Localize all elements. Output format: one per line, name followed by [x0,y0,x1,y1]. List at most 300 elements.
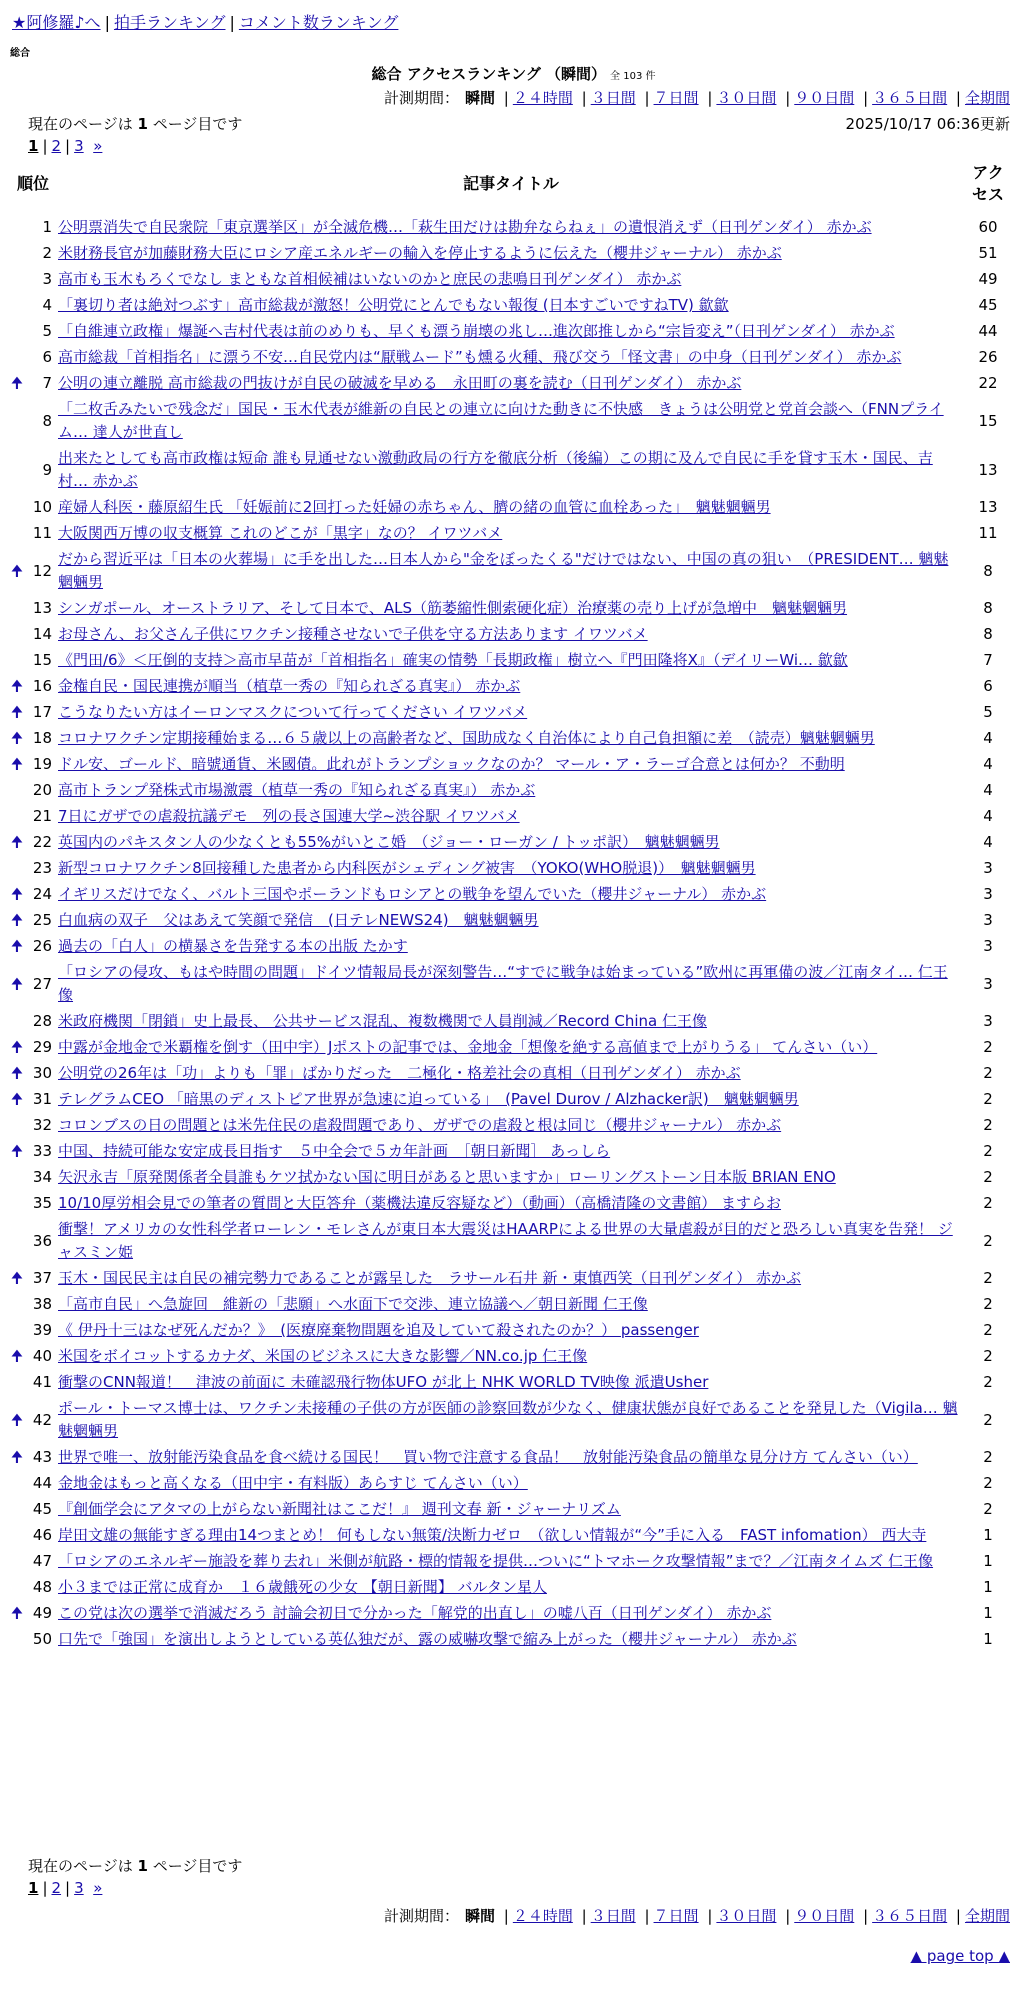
page-info-number: 1 [137,115,148,133]
category-tag: 総合 [10,48,30,59]
table-row [10,829,1010,855]
period-90d-link[interactable]: ９０日間 [794,89,855,107]
article-title-cell [56,777,966,803]
article-title-cell [56,1600,966,1626]
pager-current: 1 [28,137,39,155]
access-count: 2 [983,1448,993,1466]
pager-top: 1 | 2 | 3 » [28,137,103,155]
rank-up-arrow-icon [10,621,24,647]
period-90d-link[interactable]: ９０日間 [794,1907,855,1925]
period-selector-top: 計測期間： 瞬間 | ２４時間 | ３日間 | ７日間 | ３０日間 | ９０日間 | ３６５日間 | 全期間 [383,89,1010,107]
article-link[interactable]: 白血病の双子 父はあえて笑顔で発信 (日テレNEWS24) 魑魅魍魎男 [58,911,539,929]
rank-up-arrow-icon: 🠉 [10,561,24,580]
rank-up-arrow-icon [10,240,24,266]
header-title: 記事タイトル [463,174,559,193]
rank-number: 5 [42,322,52,340]
article-link[interactable]: 「二枚舌みたいで残念だ」国民・玉木代表が維新の自民との連立に向けた動きに不快感 きょうは公明党と党首会談へ（FNNプライム… 達人が世直し [58,400,944,441]
access-count: 8 [983,561,993,580]
access-count: 15 [978,411,998,430]
article-title-cell [56,1291,966,1317]
access-count: 44 [978,322,998,340]
table-row [10,445,1010,494]
access-count: 3 [983,885,993,903]
article-link[interactable]: 「裏切り者は絶対つぶす」高市総裁が激怒！公明党にとんでもない報復 (日本すごいですねTV) 歙歙 [58,296,729,314]
rank-up-arrow-icon: 🠉 [10,1064,24,1082]
article-title-cell [56,214,966,240]
rank-number: 6 [42,348,52,366]
rank-up-arrow-icon [10,1291,24,1317]
rank-up-arrow-icon [10,777,24,803]
article-link[interactable]: 世界で唯一、放射能汚染食品を食べ続ける国民！ 買い物で注意する食品！ 放射能汚染食品の簡単な見分け方 てんさい（い） [58,1448,918,1466]
page-top-link-wrap [911,1947,1010,1965]
ranking-table [10,160,1010,1652]
access-count: 2 [983,1064,993,1082]
rank-number: 13 [32,599,52,617]
article-title-cell [56,370,966,396]
table-row [10,318,1010,344]
article-link[interactable]: 米財務長官が加藤財務大臣にロシア産エネルギーの輸入を停止するように伝えた（櫻井ジャーナル） 赤かぶ [58,244,782,262]
table-row [10,1265,1010,1291]
table-row [10,673,1010,699]
table-row [10,959,1010,1008]
period-3d-link[interactable]: ３日間 [590,1907,636,1925]
rank-number: 16 [32,677,52,695]
period-selector-bottom: 計測期間： 瞬間 | ２４時間 | ３日間 | ７日間 | ３０日間 | ９０日間 | ３６５日間 | 全期間 [383,1907,1010,1925]
rank-up-arrow-icon [10,318,24,344]
rank-number: 1 [42,218,52,236]
page-title-text: 総合 アクセスランキング （瞬間） [371,65,607,83]
rank-number: 41 [32,1373,52,1391]
page-title [0,63,1027,84]
rank-number: 18 [32,729,52,747]
table-row [10,1008,1010,1034]
article-title-cell [56,751,966,777]
rank-up-arrow-icon [10,494,24,520]
article-title-cell [56,494,966,520]
article-link[interactable]: ドル安、ゴールド、暗號通貨、米國債。此れがトランプショックなのか？ マール・ア・ラーゴ合意とは何か？ 不動明 [58,755,845,773]
link-comment-ranking[interactable]: コメント数ランキング [238,13,399,32]
access-count: 2 [983,1373,993,1391]
rank-number: 4 [42,296,52,314]
rank-number: 47 [32,1552,52,1570]
article-link[interactable]: 衝撃のCNN報道！ 津波の前面に 未確認飛行物体UFO が北上 NHK WORLD TV映像 派遣Usher [58,1373,709,1391]
article-link[interactable]: 産婦人科医・藤原紹生氏 「妊娠前に2回打った妊婦の赤ちゃん、臍の緒の血管に血栓あった」 魑魅魍魎男 [58,498,771,516]
article-link[interactable]: 「ロシアのエネルギー施設を葬り去れ」米側が航路・標的情報を提供…ついに“トマホーク攻撃情報”まで？／江南タイムズ 仁王像 [58,1552,934,1570]
nav-separator: | [104,13,110,32]
rank-number: 20 [32,781,52,799]
access-count: 2 [983,1410,993,1429]
table-row [10,777,1010,803]
table-row [10,1369,1010,1395]
rank-up-arrow-icon [10,647,24,673]
article-title-cell [56,1574,966,1600]
access-count: 60 [978,218,998,236]
access-count: 2 [983,1500,993,1518]
article-title-cell [56,1395,966,1444]
article-title-cell [56,1086,966,1112]
table-row [10,751,1010,777]
access-count: 13 [978,498,998,516]
article-link[interactable]: 新型コロナワクチン8回接種した患者から内科医がシェディング被害 （YOKO(WHO脱退)） 魑魅魍魎男 [58,859,756,877]
article-title-cell [56,595,966,621]
table-row [10,1164,1010,1190]
access-count: 26 [978,348,998,366]
article-title-cell [56,240,966,266]
article-link[interactable]: 高市総裁「首相指名」に漂う不安…自民党内は“厭戦ムード”も燻る火種、飛び交う「怪文書」の中身（日刊ゲンダイ） 赤かぶ [58,348,902,366]
rank-number: 38 [32,1295,52,1313]
table-row [10,725,1010,751]
rank-up-arrow-icon [10,396,24,445]
rank-up-arrow-icon: 🠉 [10,974,24,993]
table-row [10,344,1010,370]
article-link[interactable]: 出来たとしても高市政権は短命 誰も見通せない激動政局の行方を徹底分析（後編）この期に及んで自民に手を貸す玉木・国民、吉村… 赤かぶ [58,449,933,490]
article-title-cell [56,855,966,881]
rank-number: 44 [32,1474,52,1492]
period-current: 瞬間 [464,89,495,107]
period-7d-link[interactable]: ７日間 [653,1907,699,1925]
period-3d-link[interactable]: ３日間 [590,89,636,107]
table-row [10,1216,1010,1265]
article-title-cell [56,1496,966,1522]
article-link[interactable]: イギリスだけでなく、バルト三国やポーランドもロシアとの戦争を望んでいた（櫻井ジャーナル） 赤かぶ [58,885,767,903]
table-row [10,621,1010,647]
rank-up-arrow-icon [10,520,24,546]
rank-up-arrow-icon: 🠉 [10,1090,24,1108]
access-count: 3 [983,859,993,877]
rank-up-arrow-icon [10,266,24,292]
table-row [10,595,1010,621]
link-ashura-home[interactable]: ★阿修羅♪へ [12,13,101,32]
article-link[interactable]: 10/10厚労相会見での筆者の質問と大臣答弁（薬機法違反容疑など）（動画）（高橋清隆の文書館） ますらお [58,1194,782,1212]
article-title-cell [56,1369,966,1395]
article-link[interactable]: 衝撃！アメリカの女性科学者ローレン・モレさんが東日本大震災はHAARPによる世界の大量虐殺が目的だと恐ろしい真実を告発！ ジャスミン姫 [58,1220,953,1261]
table-row [10,907,1010,933]
total-count: 全 103 件 [610,71,656,82]
table-row [10,1470,1010,1496]
article-link[interactable]: 高市も玉木もろくでなし まともな首相候補はいないのかと庶民の悲鳴日刊ゲンダイ） 赤かぶ [58,270,682,288]
article-link[interactable]: ポール・トーマス博士は、ワクチン未接種の子供の方が医師の診察回数が少なく、健康状態が良好であることを発見した（Vigila… 魑魅魍魎男 [58,1399,958,1440]
pager-page-2[interactable]: 2 [51,137,62,155]
article-title-cell [56,1190,966,1216]
period-30d-link[interactable]: ３０日間 [716,89,777,107]
article-title-cell [56,1522,966,1548]
rank-up-arrow-icon [10,1369,24,1395]
table-row [10,1034,1010,1060]
article-link[interactable]: 米政府機関「閉鎖」史上最長、 公共サービス混乱、複数機関で人員削減／Record China 仁王像 [58,1012,707,1030]
rank-up-arrow-icon: 🠉 [10,1347,24,1365]
article-title-cell [56,344,966,370]
period-7d-link[interactable]: ７日間 [653,89,699,107]
rank-number: 10 [32,498,52,516]
ranking-table-body [10,214,1010,1652]
access-count: 3 [983,974,993,993]
article-title-cell [56,292,966,318]
rank-up-arrow-icon: 🠉 [10,833,24,851]
page-info-top [28,113,242,134]
article-link[interactable]: 《 伊丹十三はなぜ死んだか？》 (医療廃棄物問題を追及していて殺されたのか？） passenger [58,1321,699,1339]
article-link[interactable]: 『創価学会にアタマの上がらない新聞社はここだ！』 週刊文春 新・ジャーナリズム [58,1500,621,1518]
pager-bottom: 1 | 2 | 3 » [28,1879,103,1897]
article-title-cell [56,1060,966,1086]
period-all-link[interactable]: 全期間 [964,89,1010,107]
access-count: 3 [983,1012,993,1030]
rank-up-arrow-icon [10,1190,24,1216]
access-count: 2 [983,1168,993,1186]
article-link[interactable]: 中国、持続可能な安定成長目指す ５中全会で５カ年計画 ［朝日新聞］ あっしら [58,1142,611,1160]
rank-up-arrow-icon [10,214,24,240]
table-row [10,520,1010,546]
table-row [10,266,1010,292]
rank-up-arrow-icon: 🠉 [10,1448,24,1466]
access-count: 3 [983,937,993,955]
rank-number: 40 [32,1347,52,1365]
rank-number: 23 [32,859,52,877]
rank-number: 24 [32,885,52,903]
access-count: 4 [983,833,993,851]
article-link[interactable]: 米国をボイコットするカナダ、米国のビジネスに大きな影響／NN.co.jp 仁王像 [58,1347,588,1365]
article-link[interactable]: 小３までは正常に成育か １６歳餓死の少女 【朝日新聞】 バルタン星人 [58,1578,547,1596]
article-link[interactable]: シンガポール、オーストラリア、そして日本で、ALS（筋萎縮性側索硬化症）治療薬の売り上げが急増中 魑魅魍魎男 [58,599,848,617]
article-title-cell [56,1470,966,1496]
article-link[interactable]: 公明党の26年は「功」よりも「罪」ばかりだった 二極化・格差社会の真相（日刊ゲンダイ） 赤かぶ [58,1064,741,1082]
article-link[interactable]: 「ロシアの侵攻、もはや時間の問題」ドイツ情報局長が深刻警告…“すでに戦争は始まっている”欧州に再軍備の波／江南タイ… 仁王像 [58,963,948,1004]
pager-next[interactable]: » [93,137,103,155]
article-title-cell [56,520,966,546]
article-title-cell [56,1008,966,1034]
rank-up-arrow-icon [10,855,24,881]
article-title-cell [56,396,966,445]
article-title-cell [56,647,966,673]
rank-up-arrow-icon [10,1317,24,1343]
article-link[interactable]: テレグラムCEO 「暗黒のディストピア世界が急速に迫っている」 (Pavel Durov / Alzhacker訳) 魑魅魍魎男 [58,1090,799,1108]
pager-page-3[interactable]: 3 [74,1879,84,1897]
article-link[interactable]: 中露が金地金で米覇権を倒す（田中宇）Jポストの記事では、金地金「想像を絶する高値まで上がりうる」 てんさい（い） [58,1038,878,1056]
rank-number: 48 [32,1578,52,1596]
access-count: 2 [983,1116,993,1134]
table-row [10,803,1010,829]
article-link[interactable]: こうなりたい方はイーロンマスクについて行ってください イワツバメ [58,703,528,721]
rank-up-arrow-icon: 🠉 [10,755,24,773]
article-link[interactable]: コロナワクチン定期接種始まる…６５歳以上の高齢者など、国助成なく自治体により自己負担額に差 （読売）魑魅魍魎男 [58,729,875,747]
nav-separator: | [229,13,235,32]
article-link[interactable]: 金権自民・国民連携が順当（植草一秀の『知られざる真実』） 赤かぶ [58,677,521,695]
period-24h-link[interactable]: ２４時間 [512,89,573,107]
access-count: 1 [983,1526,993,1544]
rank-number: 12 [32,561,52,580]
period-30d-link[interactable]: ３０日間 [716,1907,777,1925]
article-title-cell [56,959,966,1008]
article-link[interactable]: 矢沢永吉「原発関係者全員誰もケツ拭かない国に明日があると思いますか」ローリングストーン日本版 BRIAN ENO [58,1168,836,1186]
article-title-cell [56,803,966,829]
rank-up-arrow-icon [10,1496,24,1522]
article-title-cell [56,829,966,855]
table-row [10,1496,1010,1522]
table-row [10,1112,1010,1138]
article-link[interactable]: この党は次の選挙で消滅だろう 討論会初日で分かった「解党的出直し」の嘘八百（日刊ゲンダイ） 赤かぶ [58,1604,772,1622]
rank-up-arrow-icon [10,803,24,829]
table-row [10,1291,1010,1317]
article-link[interactable]: 過去の「白人」の横暴さを告発する本の出版 たかす [58,937,408,955]
article-link[interactable]: だから習近平は「日本の火葬場」に手を出した…日本人から"金をぼったくる"だけではない、中国の真の狙い （PRESIDENT… 魑魅魍魎男 [58,550,949,591]
period-all-link[interactable]: 全期間 [964,1907,1010,1925]
article-title-cell [56,266,966,292]
table-row [10,1317,1010,1343]
article-link[interactable]: 「高市自民」へ急旋回 維新の「悲願」へ水面下で交渉、連立協議へ／朝日新聞 仁王像 [58,1295,648,1313]
article-title-cell [56,673,966,699]
rank-up-arrow-icon [10,1574,24,1600]
rank-up-arrow-icon [10,1626,24,1652]
table-row [10,546,1010,595]
access-count: 6 [983,677,993,695]
table-row [10,1574,1010,1600]
access-count: 4 [983,807,993,825]
rank-number: 35 [32,1194,52,1212]
article-title-cell [56,1626,966,1652]
access-count: 7 [983,651,993,669]
page-info-suffix: ページ目です [152,1857,243,1875]
article-link[interactable]: 大阪関西万博の収支概算 これのどこが「黒字」なの？ イワツバメ [58,524,503,542]
access-count: 8 [983,599,993,617]
access-count: 11 [978,524,998,542]
rank-up-arrow-icon: 🠉 [10,1269,24,1287]
article-title-cell [56,1343,966,1369]
period-365d-link[interactable]: ３６５日間 [872,89,948,107]
article-title-cell [56,1138,966,1164]
access-count: 2 [983,1347,993,1365]
article-title-cell [56,1164,966,1190]
rank-up-arrow-icon [10,344,24,370]
top-nav [12,10,398,33]
article-link[interactable]: 岸田文雄の無能すぎる理由14つまとめ！ 何もしない無策/決断力ゼロ （欲しい情報が“今”手に入る FAST infomation） 西大寺 [58,1526,927,1544]
access-count: 2 [983,1321,993,1339]
article-link[interactable]: 7日にガザでの虐殺抗議デモ 列の長さ国連大学~渋谷駅 イワツバメ [58,807,520,825]
access-count: 2 [983,1194,993,1212]
pager-current: 1 [28,1879,39,1897]
rank-up-arrow-icon: 🠉 [10,911,24,929]
period-label: 計測期間： [383,89,459,107]
table-row [10,855,1010,881]
rank-number: 17 [32,703,52,721]
access-count: 8 [983,625,993,643]
rank-up-arrow-icon: 🠉 [10,885,24,903]
page-info-prefix: 現在のページは [28,115,133,133]
article-link[interactable]: 《門田/6》＜圧倒的支持＞高市早苗が「首相指名」確実の情勢「長期政権」樹立へ『門田隆将X』（デイリーWi… 歙歙 [58,651,848,669]
article-title-cell [56,907,966,933]
pager-page-2[interactable]: 2 [51,1879,62,1897]
rank-number: 33 [32,1142,52,1160]
rank-up-arrow-icon [10,595,24,621]
table-row [10,1600,1010,1626]
page-info-prefix: 現在のページは [28,1857,133,1875]
article-title-cell [56,1265,966,1291]
period-24h-link[interactable]: ２４時間 [512,1907,573,1925]
header-access: アクセス [971,163,1004,204]
article-link[interactable]: 口先で「強国」を演出しようとしている英仏独だが、露の威嚇攻撃で縮み上がった（櫻井ジャーナル） 赤かぶ [58,1630,797,1648]
access-count: 45 [978,296,998,314]
article-title-cell [56,881,966,907]
article-title-cell [56,1034,966,1060]
rank-number: 42 [32,1410,52,1429]
table-header-row [10,160,1010,214]
article-link[interactable]: 玉木・国民民主は自民の補完勢力であることが露呈した ラサール石井 新・東慎西笑（日刊ゲンダイ） 赤かぶ [58,1269,802,1287]
access-count: 1 [983,1604,993,1622]
rank-number: 2 [42,244,52,262]
updated-timestamp: 2025/10/17 06:36更新 [845,115,1010,133]
access-count: 1 [983,1630,993,1648]
rank-number: 27 [32,974,52,993]
access-count: 13 [978,460,998,479]
access-count: 1 [983,1552,993,1570]
pager-next[interactable]: » [93,1879,103,1897]
article-link[interactable]: 公明の連立離脱 高市総裁の門抜けが自民の破滅を早める 永田町の裏を読む（日刊ゲンダイ） 赤かぶ [58,374,742,392]
table-row [10,933,1010,959]
article-title-cell [56,1444,966,1470]
article-title-cell [56,725,966,751]
rank-up-arrow-icon: 🠉 [10,1038,24,1056]
access-count: 51 [978,244,998,262]
access-count: 2 [983,1090,993,1108]
rank-number: 45 [32,1500,52,1518]
article-link[interactable]: コロンブスの日の問題とは米先住民の虐殺問題であり、ガザでの虐殺と根は同じ（櫻井ジャーナル） 赤かぶ [58,1116,782,1134]
article-link[interactable]: 金地金はもっと高くなる（田中宇・有料版）あらすじ てんさい（い） [58,1474,528,1492]
rank-up-arrow-icon: 🠉 [10,677,24,695]
table-row [10,214,1010,240]
rank-up-arrow-icon: 🠉 [10,729,24,747]
rank-number: 50 [32,1630,52,1648]
article-link[interactable]: 英国内のパキスタン人の少なくとも55%がいとこ婚 （ジョー・ローガン / トッポ訳） 魑魅魍魎男 [58,833,720,851]
link-applause-ranking[interactable]: 拍手ランキング [113,13,226,32]
article-title-cell [56,621,966,647]
article-link[interactable]: 「自維連立政権」爆誕へ吉村代表は前のめりも、早くも漂う崩壊の兆し…進次郎推しから“宗旨変え”（日刊ゲンダイ） 赤かぶ [58,322,895,340]
table-row [10,1395,1010,1444]
article-link[interactable]: 高市トランプ発株式市場激震（植草一秀の『知られざる真実』） 赤かぶ [58,781,536,799]
table-row [10,647,1010,673]
page-info-number: 1 [137,1857,148,1875]
rank-number: 26 [32,937,52,955]
access-count: 22 [978,374,998,392]
access-count: 2 [983,1474,993,1492]
article-title-cell [56,933,966,959]
rank-up-arrow-icon [10,1548,24,1574]
article-title-cell [56,318,966,344]
period-current: 瞬間 [464,1907,495,1925]
rank-number: 34 [32,1168,52,1186]
rank-up-arrow-icon: 🠉 [10,1410,24,1429]
rank-up-arrow-icon [10,445,24,494]
page-top-link[interactable]: ▲ page top ▲ [910,1947,1010,1965]
rank-up-arrow-icon: 🠉 [10,374,24,392]
rank-number: 46 [32,1526,52,1544]
table-row [10,396,1010,445]
rank-up-arrow-icon [10,1164,24,1190]
table-row [10,881,1010,907]
period-365d-link[interactable]: ３６５日間 [872,1907,948,1925]
article-title-cell [56,445,966,494]
access-count: 4 [983,729,993,747]
rank-number: 36 [32,1231,52,1250]
rank-up-arrow-icon: 🠉 [10,1604,24,1622]
pager-page-3[interactable]: 3 [74,137,84,155]
rank-number: 37 [32,1269,52,1287]
access-count: 2 [983,1038,993,1056]
rank-up-arrow-icon: 🠉 [10,703,24,721]
article-link[interactable]: 公明票消失で自民衆院「東京選挙区」が全滅危機…「萩生田だけは勘弁ならねぇ」の遺恨消えず（日刊ゲンダイ） 赤かぶ [58,218,872,236]
rank-number: 22 [32,833,52,851]
rank-number: 11 [32,524,52,542]
table-row [10,1343,1010,1369]
rank-number: 14 [32,625,52,643]
article-link[interactable]: お母さん、お父さん子供にワクチン接種させないで子供を守る方法あります イワツバメ [58,625,648,643]
